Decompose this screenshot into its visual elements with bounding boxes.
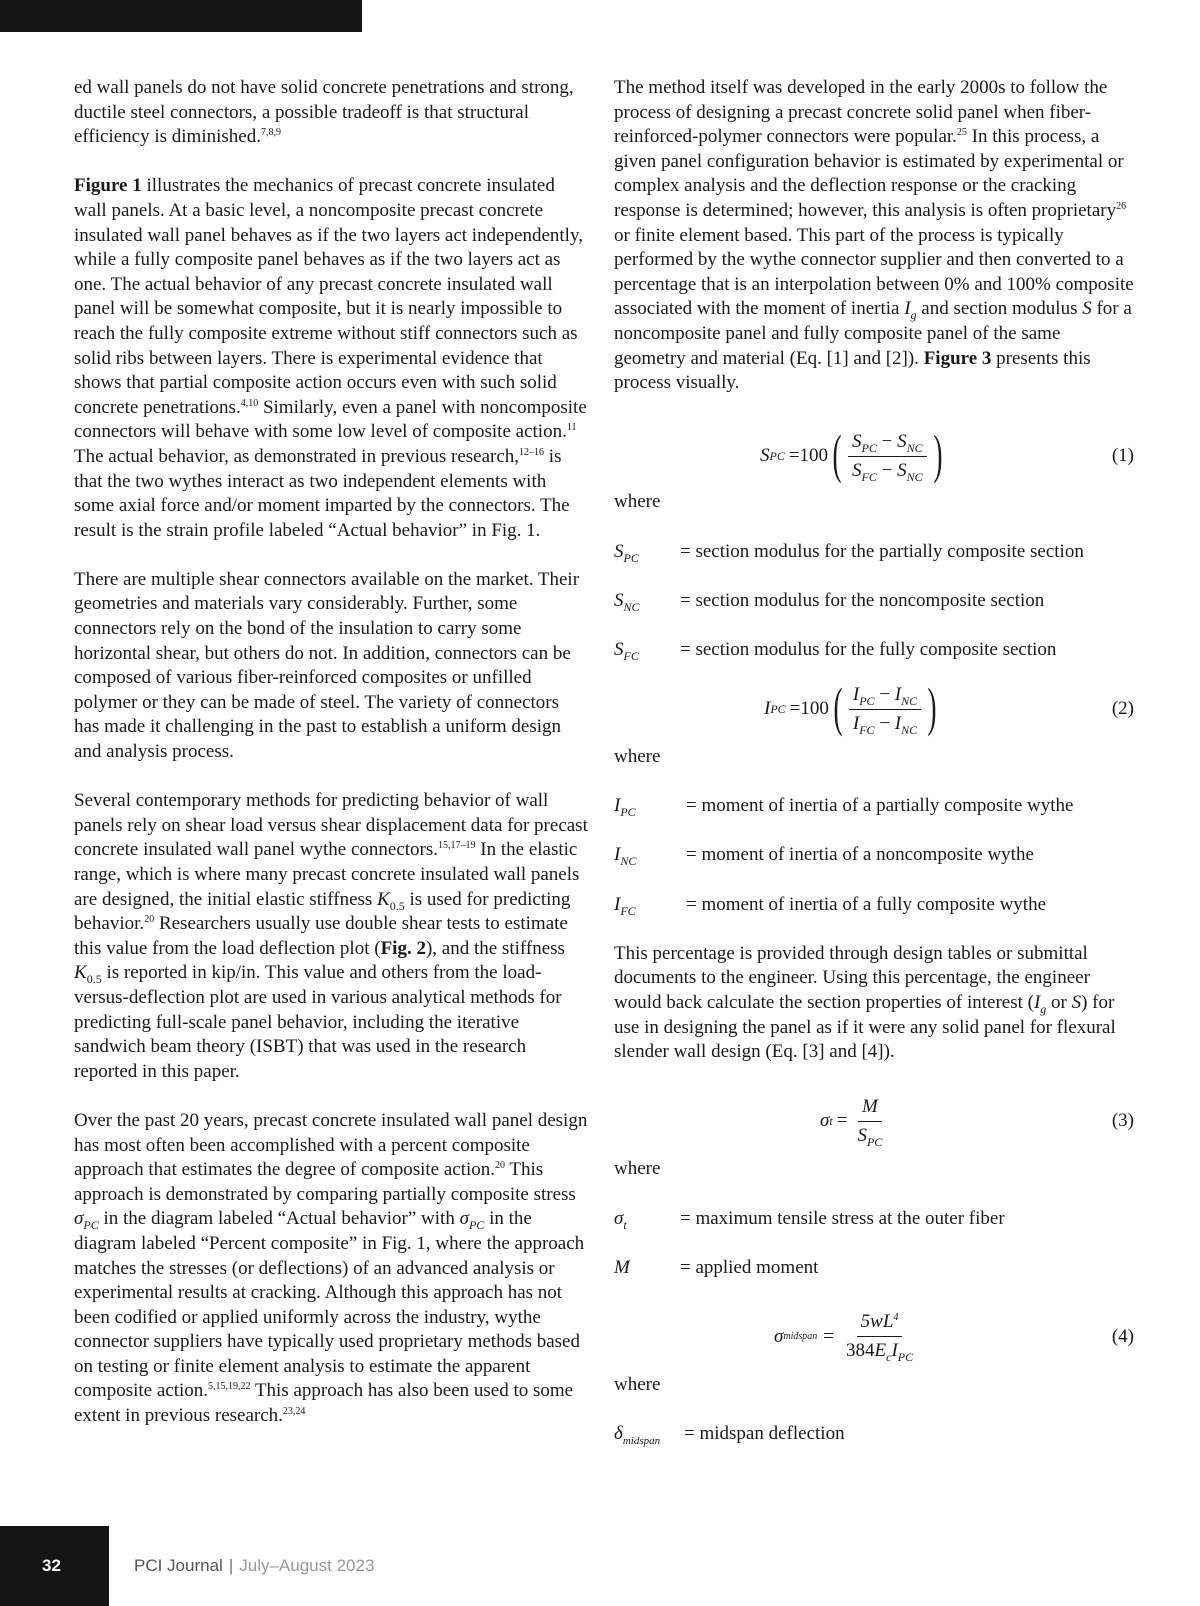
definition: $\sigma_t$ = maximum tensile stress at the outer fiber (614, 1207, 1005, 1232)
figure-ref[interactable]: Figure 3 (923, 347, 992, 369)
paragraph: This percentage is provided through design tables or submittal documents to the engineer. Using this percentage, the engineer would back calculate the section properties of interest ($I_g$ or S) for use in designing the panel as if it were any solid panel for flexural slender wall design (Eq. [3] and [4]). (614, 942, 1116, 1063)
equation-number: (1) (1111, 445, 1134, 467)
definition: $I_{FC}$ = moment of inertia of a fully composite wythe (614, 893, 1047, 918)
footer (134, 1556, 374, 1576)
right-column (614, 76, 1134, 1496)
figure-ref[interactable]: Figure 1 (74, 175, 142, 197)
equation-number: (4) (1111, 1325, 1134, 1347)
where-label: where (614, 1373, 661, 1395)
where-label: where (614, 1158, 661, 1180)
definition: $S_{NC}$ = section modulus for the noncomposite section (614, 589, 1045, 614)
equation-number: (3) (1111, 1110, 1134, 1132)
page-number: 32 (42, 1556, 61, 1575)
definition: $\delta_{midspan}$ = midspan deflection (614, 1423, 845, 1448)
left-column (74, 76, 588, 1429)
equation-2: I PC =100 ( $\frac{I_{PC} - I_{NC}}{I_{FC} - I_{NC}}$ ) (2) (614, 673, 1134, 745)
journal-name: PCI Journal (134, 1556, 223, 1575)
paragraph: There are multiple shear connectors available on the market. Their geometries and materials vary considerably. Further, some connectors rely on the bond of the insulation to carry some horizontal shear, but others do not. In addition, connectors can be composed of various fiber-reinforced composites or unfilled polymer or they can be made of steel. The variety of connectors has made it challenging in the past to establish a uniform design and analysis process. (74, 568, 580, 763)
equation-1: S PC =100 ( $\frac{S_{PC} - S_{NC}}{S_{FC} - S_{NC}}$ ) (1) (614, 420, 1134, 492)
definitions-4 (614, 1422, 1134, 1471)
definitions-1 (614, 540, 1134, 663)
definitions-2 (614, 794, 1134, 917)
definition: $I_{PC}$ = moment of inertia of a partially composite wythe (614, 795, 1074, 820)
footer-separator: | (228, 1556, 234, 1575)
equation-number: (2) (1111, 698, 1134, 720)
definition: $S_{FC}$ = section modulus for the fully composite section (614, 638, 1057, 663)
equation-4: σ midspan = $\frac{5wL^4}{384E_cI_{PC}}$ (4) (614, 1301, 1134, 1373)
paragraph: Figure 1 illustrates the mechanics of precast concrete insulated wall panels. At a basic level, a noncomposite precast concrete insulated wall panel behaves as if the two layers act independently, while a fully composite panel behaves as if the two layers act as one. The actual behavior of any precast concrete insulated wall panel will be somewhat composite, but it is nearly impossible to reach the fully composite extreme without stiff connectors such as solid ribs between layers. There is experimental evidence that shows that partial composite action occurs even with such solid concrete penetrations.$^{4,10}$ Similarly, even a panel with noncomposite connectors will behave with some low level of composite action.$^{11}$ The actual behavior, as demonstrated in previous research,$^{12-16}$ is that the two wythes interact as two independent elements with some axial force and/or moment imparted by the connectors. The result is the strain profile labeled “Actual behavior” in Fig. 1. (74, 175, 587, 541)
where-label: where (614, 491, 661, 513)
issue-date: July–August 2023 (239, 1556, 375, 1575)
definitions-3 (614, 1207, 1134, 1281)
definition: M = applied moment (614, 1256, 819, 1278)
header-bar (0, 0, 362, 32)
paragraph: Several contemporary methods for predicting behavior of wall panels rely on shear load versus shear displacement data for precast concrete insulated wall panel wythe connectors.$^{15,17-19}$ In the elastic range, which is where many precast concrete insulated wall panels are designed, the initial elastic stiffness $K_{0.5}$ is used for predicting behavior.$^{20}$ Researchers usually use double shear tests to estimate this value from the load deflection plot (Fig. 2), and the stiffness $K_{0.5}$ is reported in kip/in. This value and others from the load-versus-deflection plot are used in various analytical methods for predicting full-scale panel behavior, including the iterative sandwich beam theory (ISBT) that was used in the research reported in this paper. (74, 790, 588, 1082)
definition: $S_{PC}$ = section modulus for the partially composite section (614, 540, 1084, 565)
figure-ref[interactable]: Fig. 2 (380, 937, 426, 959)
paragraph: ed wall panels do not have solid concrete penetrations and strong, ductile steel connectors, a possible tradeoff is that structural efficiency is diminished.$^{7,8,9}$ (74, 77, 574, 148)
equation-3: σ t = $\frac{M}{S_{PC}}$ (3) (614, 1085, 1134, 1157)
page-number-block (0, 1526, 109, 1606)
paragraph: Over the past 20 years, precast concrete insulated wall panel design has most often been accomplished with a percent composite approach that estimates the degree of composite action.$^{20}$ This approach is demonstrated by comparing partially composite stress $\sigma_{PC}$ in the diagram labeled “Actual behavior” with $\sigma_{PC}$ in the diagram labeled “Percent composite” in Fig. 1, where the approach matches the stresses (or deflections) of an advanced analysis or experimental results at cracking. Although this approach has not been codified or applied uniformly across the industry, wythe connector suppliers have typically used proprietary methods based on testing or finite element analysis to estimate the apparent composite action.$^{5,15,19,22}$ This approach has also been used to some extent in previous research.$^{23,24}$ (74, 1109, 588, 1427)
paragraph: The method itself was developed in the early 2000s to follow the process of designing a precast concrete solid panel when fiber-reinforced-polymer connectors were popular.$^{25}$ In this process, a given panel configuration behavior is estimated by experimental or complex analysis and the deflection response or the cracking response is determined; however, this analysis is often proprietary$^{26}$ or finite element based. This part of the process is typically performed by the wythe connector supplier and then converted to a percentage that is an interpolation between 0% and 100% composite associated with the moment of inertia $I_g$ and section modulus S for a noncomposite panel and fully composite panel of the same geometry and material (Eq. [1] and [2]). Figure 3 presents this process visually. (614, 77, 1134, 394)
definition: $I_{NC}$ = moment of inertia of a noncomposite wythe (614, 844, 1034, 869)
where-label: where (614, 746, 661, 768)
